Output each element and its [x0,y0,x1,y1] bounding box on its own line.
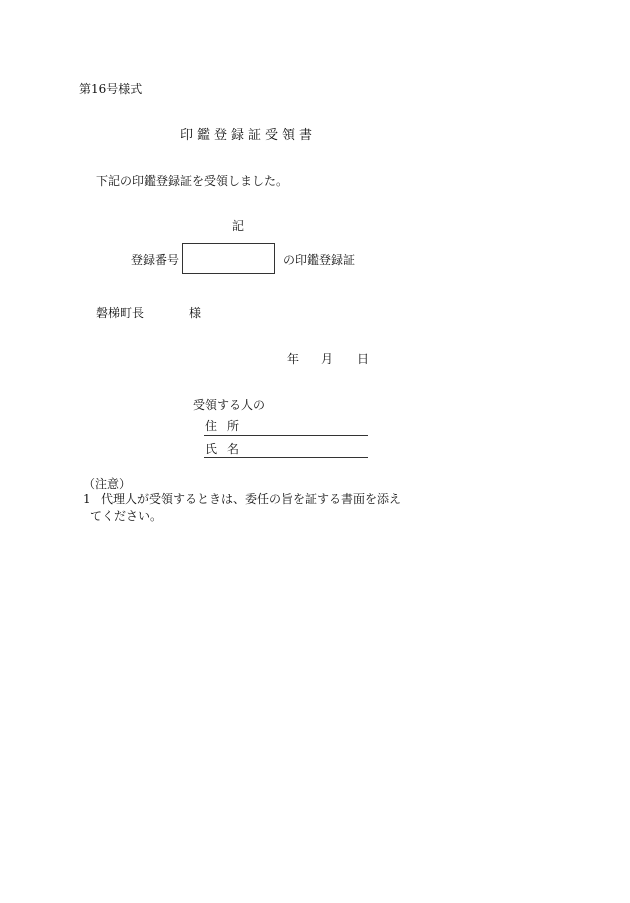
notes-heading: （注意） [83,477,132,491]
name-label: 氏名 [205,442,250,456]
registration-number-label: 登録番号 [131,253,180,267]
ki-heading: 記 [232,219,245,233]
recipient-heading: 受領する人の [193,398,266,412]
registration-suffix-text: の印鑑登録証 [283,253,356,267]
intro-text: 下記の印鑑登録証を受領しました。 [96,174,289,188]
name-field-line[interactable] [204,457,368,458]
registration-number-field[interactable] [182,243,275,274]
address-field-line[interactable] [204,435,368,436]
form-number: 第16号様式 [79,82,143,96]
date-year-label: 年 [287,352,300,366]
date-month-label: 月 [321,352,334,366]
note-text-line: てください。 [90,509,163,523]
date-day-label: 日 [357,352,370,366]
addressee-honorific: 様 [189,306,202,320]
addressee-name: 磐梯町長 [96,306,145,320]
document-title: 印鑑登録証受領書 [180,128,317,143]
note-number: 1 [83,492,91,506]
note-text-line: 代理人が受領するときは、委任の旨を証する書面を添え [101,492,402,506]
address-label: 住所 [205,419,250,433]
